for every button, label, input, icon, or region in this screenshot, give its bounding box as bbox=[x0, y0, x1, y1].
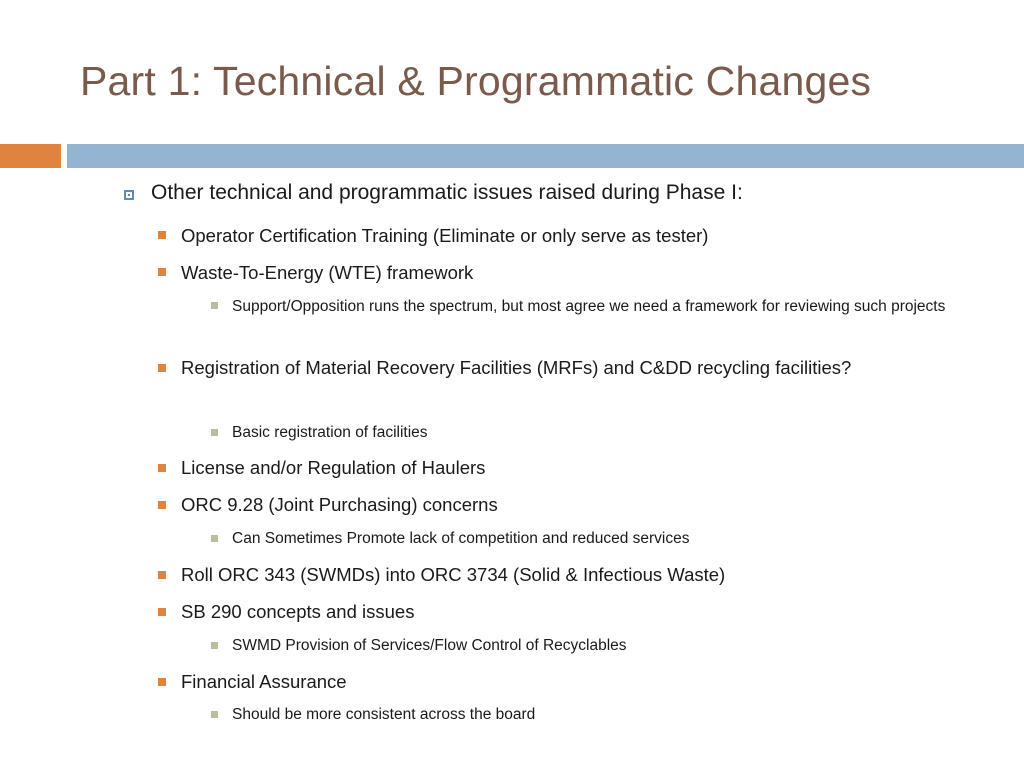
square-bullet-icon bbox=[211, 535, 218, 542]
square-bullet-icon bbox=[158, 364, 166, 372]
slide-title: Part 1: Technical & Programmatic Changes bbox=[80, 58, 872, 104]
square-bullet-icon bbox=[211, 642, 218, 649]
square-bullet-icon bbox=[158, 571, 166, 579]
square-bullet-icon bbox=[158, 608, 166, 616]
list-item-level3: SWMD Provision of Services/Flow Control of Recyclables bbox=[232, 637, 627, 654]
square-bullet-icon bbox=[211, 711, 218, 718]
list-item-level2: Operator Certification Training (Eliminate or only serve as tester) bbox=[181, 225, 709, 246]
square-bullet-icon bbox=[158, 268, 166, 276]
list-item-level3: Can Sometimes Promote lack of competition and reduced services bbox=[232, 530, 690, 547]
list-item-level3: Basic registration of facilities bbox=[232, 424, 428, 441]
list-item-level2: Waste-To-Energy (WTE) framework bbox=[181, 262, 474, 283]
square-bullet-icon bbox=[158, 231, 166, 239]
list-item-level2: Financial Assurance bbox=[181, 671, 347, 692]
list-item-level2: Roll ORC 343 (SWMDs) into ORC 3734 (Solid & Infectious Waste) bbox=[181, 564, 726, 585]
list-item-level1: Other technical and programmatic issues raised during Phase I: bbox=[151, 181, 743, 204]
list-item-level3: Support/Opposition runs the spectrum, but most agree we need a framework for reviewing such projects bbox=[232, 298, 946, 315]
square-bullet-icon bbox=[211, 302, 218, 309]
list-item-level3: Should be more consistent across the board bbox=[232, 706, 536, 723]
list-item-level2: Registration of Material Recovery Facilities (MRFs) and C&DD recycling facilities? bbox=[181, 357, 852, 378]
list-item-level2: SB 290 concepts and issues bbox=[181, 601, 415, 622]
list-item-level2: License and/or Regulation of Haulers bbox=[181, 457, 486, 478]
square-bullet-icon bbox=[158, 501, 166, 509]
square-bullet-icon bbox=[158, 678, 166, 686]
square-bullet-icon bbox=[158, 464, 166, 472]
square-bullet-icon bbox=[211, 429, 218, 436]
square-bullet-icon bbox=[124, 190, 134, 200]
list-item-level2: ORC 9.28 (Joint Purchasing) concerns bbox=[181, 494, 498, 515]
